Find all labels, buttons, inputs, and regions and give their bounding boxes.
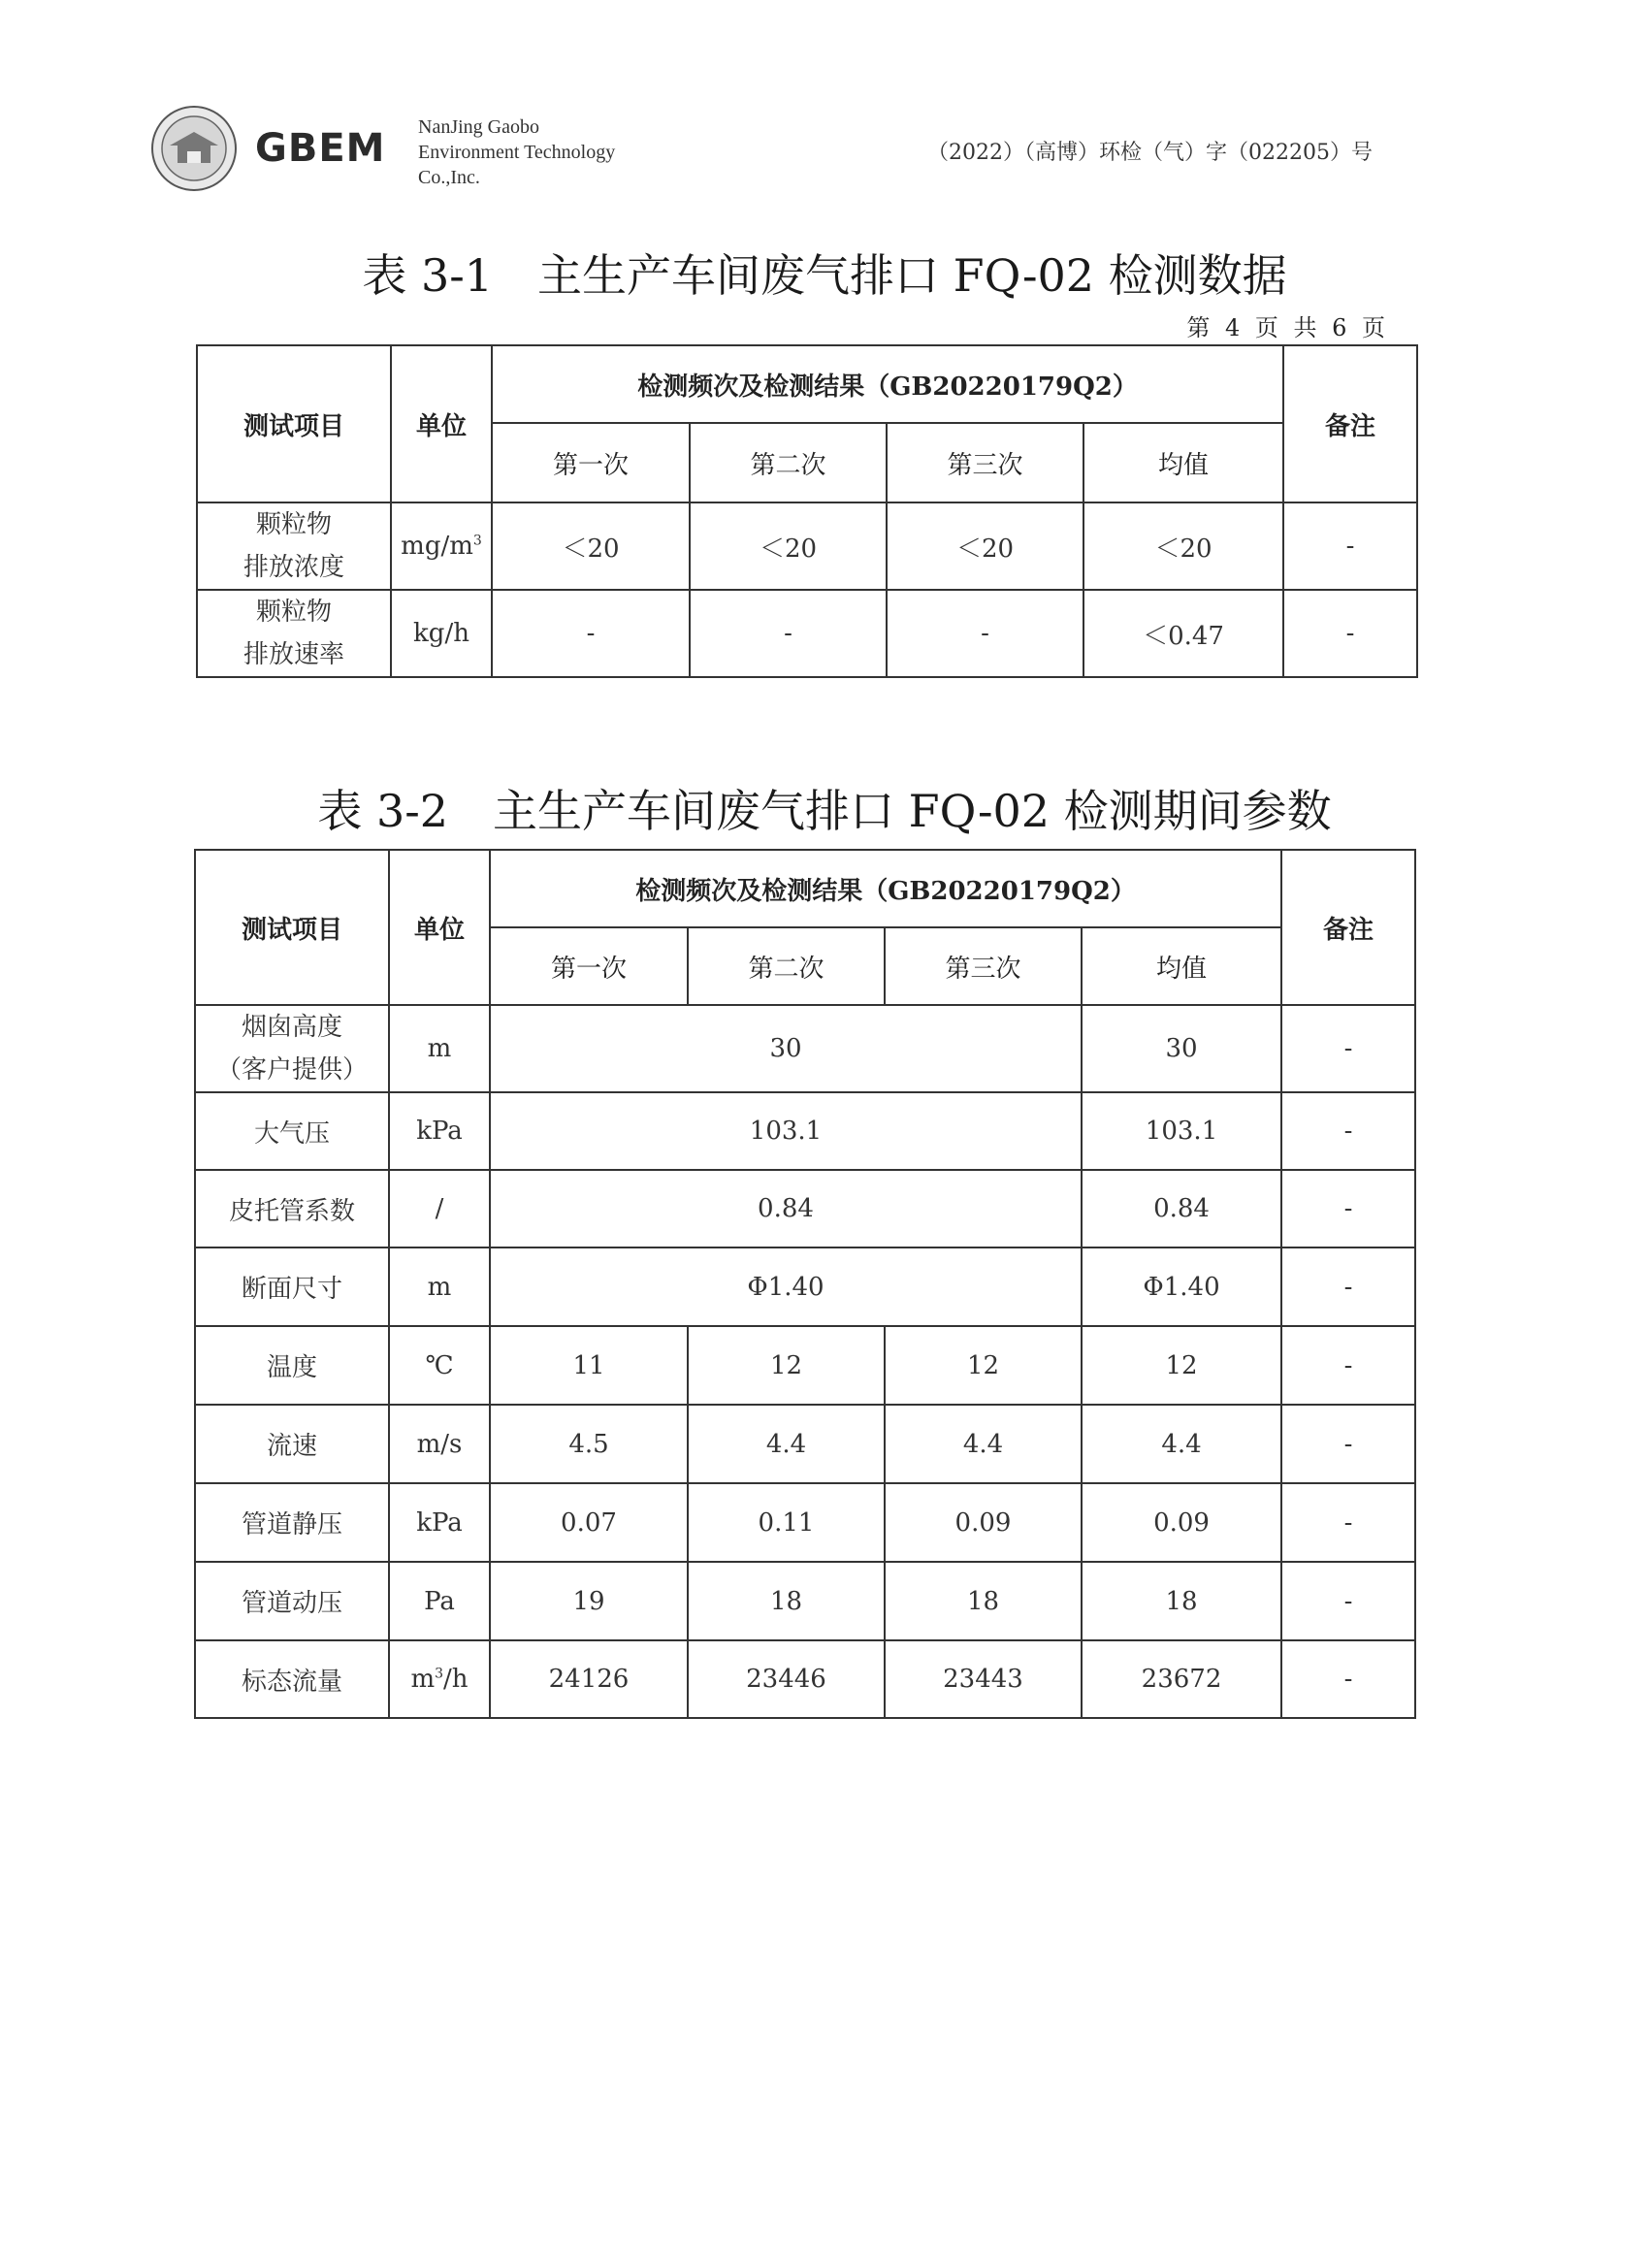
note-cell: - <box>1281 1170 1415 1247</box>
unit-cell: / <box>389 1170 490 1247</box>
subheader-3: 第三次 <box>887 423 1083 502</box>
avg-cell: 0.09 <box>1082 1483 1281 1562</box>
report-header <box>150 105 1373 202</box>
table-row <box>195 1170 1415 1247</box>
unit-cell: m/s <box>389 1405 490 1483</box>
merged-value-cell: 30 <box>490 1005 1082 1092</box>
avg-cell: 23672 <box>1082 1640 1281 1718</box>
header-unit: 单位 <box>391 345 492 502</box>
value-cell: 4.5 <box>490 1405 688 1483</box>
table-row <box>197 502 1417 590</box>
header-note: 备注 <box>1281 850 1415 1005</box>
note-cell: - <box>1281 1562 1415 1640</box>
item-line: 排放浓度 <box>242 553 344 582</box>
avg-cell: ＜0.47 <box>1083 590 1283 677</box>
company-line: Environment Technology <box>418 142 616 163</box>
header-note: 备注 <box>1283 345 1417 502</box>
value-cell: 0.11 <box>688 1483 885 1562</box>
unit-text: mg/m <box>401 532 473 561</box>
avg-cell: 30 <box>1082 1005 1281 1092</box>
note-cell: - <box>1281 1483 1415 1562</box>
note-cell: - <box>1281 1640 1415 1718</box>
merged-value-cell: 103.1 <box>490 1092 1082 1170</box>
value-cell: ＜20 <box>492 502 690 590</box>
note-cell: - <box>1281 1092 1415 1170</box>
value-cell: 23443 <box>885 1640 1082 1718</box>
company-line: NanJing Gaobo <box>418 116 539 138</box>
subheader-1: 第一次 <box>490 927 688 1005</box>
value-cell: ＜20 <box>690 502 887 590</box>
note-cell: - <box>1281 1326 1415 1405</box>
item-cell: 大气压 <box>195 1092 389 1170</box>
value-cell: 0.07 <box>490 1483 688 1562</box>
item-cell: 皮托管系数 <box>195 1170 389 1247</box>
header-item: 测试项目 <box>195 850 389 1005</box>
table-row <box>195 1562 1415 1640</box>
unit-superscript: 3 <box>472 533 482 549</box>
note-cell: - <box>1283 590 1417 677</box>
unit-cell: m <box>389 1005 490 1092</box>
avg-cell: 0.84 <box>1082 1170 1281 1247</box>
table-row <box>195 1092 1415 1170</box>
item-cell: 温度 <box>195 1326 389 1405</box>
header-unit: 单位 <box>389 850 490 1005</box>
item-line: （客户提供） <box>215 1055 368 1085</box>
value-cell: 23446 <box>688 1640 885 1718</box>
table-row <box>195 1005 1415 1092</box>
item-cell: 流速 <box>195 1405 389 1483</box>
unit-cell: kPa <box>389 1483 490 1562</box>
value-cell: ＜20 <box>887 502 1083 590</box>
unit-text: m <box>410 1665 436 1694</box>
header-group: 检测频次及检测结果（GB20220179Q2） <box>492 345 1283 423</box>
report-number: （2022）（高博）环检（气）字（022205）号 <box>927 141 1373 165</box>
unit-cell <box>389 1640 490 1718</box>
avg-cell: 12 <box>1082 1326 1281 1405</box>
subheader-3: 第三次 <box>885 927 1082 1005</box>
table-row <box>195 1640 1415 1718</box>
item-cell: 标态流量 <box>195 1640 389 1718</box>
unit-cell: m <box>389 1247 490 1326</box>
value-cell: - <box>887 590 1083 677</box>
value-cell: 4.4 <box>688 1405 885 1483</box>
unit-superscript: 3 <box>435 1666 444 1682</box>
value-cell: - <box>690 590 887 677</box>
page-info: 第 4 页 共 6 页 <box>1186 314 1389 341</box>
table-row <box>195 1483 1415 1562</box>
value-cell: 19 <box>490 1562 688 1640</box>
value-cell: 11 <box>490 1326 688 1405</box>
table-row <box>195 1326 1415 1405</box>
value-cell: 4.4 <box>885 1405 1082 1483</box>
merged-value-cell: 0.84 <box>490 1170 1082 1247</box>
value-cell: 18 <box>688 1562 885 1640</box>
table1 <box>196 344 1418 678</box>
table-header-row <box>195 850 1415 927</box>
item-cell: 管道动压 <box>195 1562 389 1640</box>
note-cell: - <box>1283 502 1417 590</box>
company-name <box>418 114 615 190</box>
unit-cell: Pa <box>389 1562 490 1640</box>
avg-cell: ＜20 <box>1083 502 1283 590</box>
unit-suffix: /h <box>443 1665 469 1694</box>
avg-cell: 4.4 <box>1082 1405 1281 1483</box>
unit-cell: kg/h <box>391 590 492 677</box>
note-cell: - <box>1281 1247 1415 1326</box>
avg-cell: 18 <box>1082 1562 1281 1640</box>
avg-cell: Φ1.40 <box>1082 1247 1281 1326</box>
company-logo <box>150 105 238 192</box>
unit-cell: ℃ <box>389 1326 490 1405</box>
subheader-2: 第二次 <box>688 927 885 1005</box>
table1-title: 表 3-1 主生产车间废气排口 FQ-02 检测数据 <box>362 249 1287 302</box>
unit-cell: kPa <box>389 1092 490 1170</box>
value-cell: 18 <box>885 1562 1082 1640</box>
note-cell: - <box>1281 1405 1415 1483</box>
subheader-1: 第一次 <box>492 423 690 502</box>
note-cell: - <box>1281 1005 1415 1092</box>
item-cell: 断面尺寸 <box>195 1247 389 1326</box>
value-cell: 12 <box>688 1326 885 1405</box>
value-cell: 12 <box>885 1326 1082 1405</box>
subheader-avg: 均值 <box>1083 423 1283 502</box>
table2 <box>194 849 1416 1719</box>
header-item: 测试项目 <box>197 345 391 502</box>
item-line: 烟囱高度 <box>241 1013 342 1042</box>
item-cell <box>195 1005 389 1092</box>
merged-value-cell: Φ1.40 <box>490 1247 1082 1326</box>
subheader-2: 第二次 <box>690 423 887 502</box>
table2-title: 表 3-2 主生产车间废气排口 FQ-02 检测期间参数 <box>317 785 1332 837</box>
item-line: 排放速率 <box>242 640 344 669</box>
table-row <box>195 1247 1415 1326</box>
value-cell: 0.09 <box>885 1483 1082 1562</box>
table-row <box>195 1405 1415 1483</box>
item-cell <box>197 590 391 677</box>
brand-name: GBEM <box>255 126 386 171</box>
company-line: Co.,Inc. <box>418 167 480 188</box>
item-line: 颗粒物 <box>255 598 332 627</box>
value-cell: 24126 <box>490 1640 688 1718</box>
item-line: 颗粒物 <box>255 510 332 539</box>
subheader-avg: 均值 <box>1082 927 1281 1005</box>
item-cell <box>197 502 391 590</box>
table-row <box>197 590 1417 677</box>
header-group: 检测频次及检测结果（GB20220179Q2） <box>490 850 1281 927</box>
table-header-row <box>197 345 1417 423</box>
avg-cell: 103.1 <box>1082 1092 1281 1170</box>
value-cell: - <box>492 590 690 677</box>
item-cell: 管道静压 <box>195 1483 389 1562</box>
unit-cell <box>391 502 492 590</box>
